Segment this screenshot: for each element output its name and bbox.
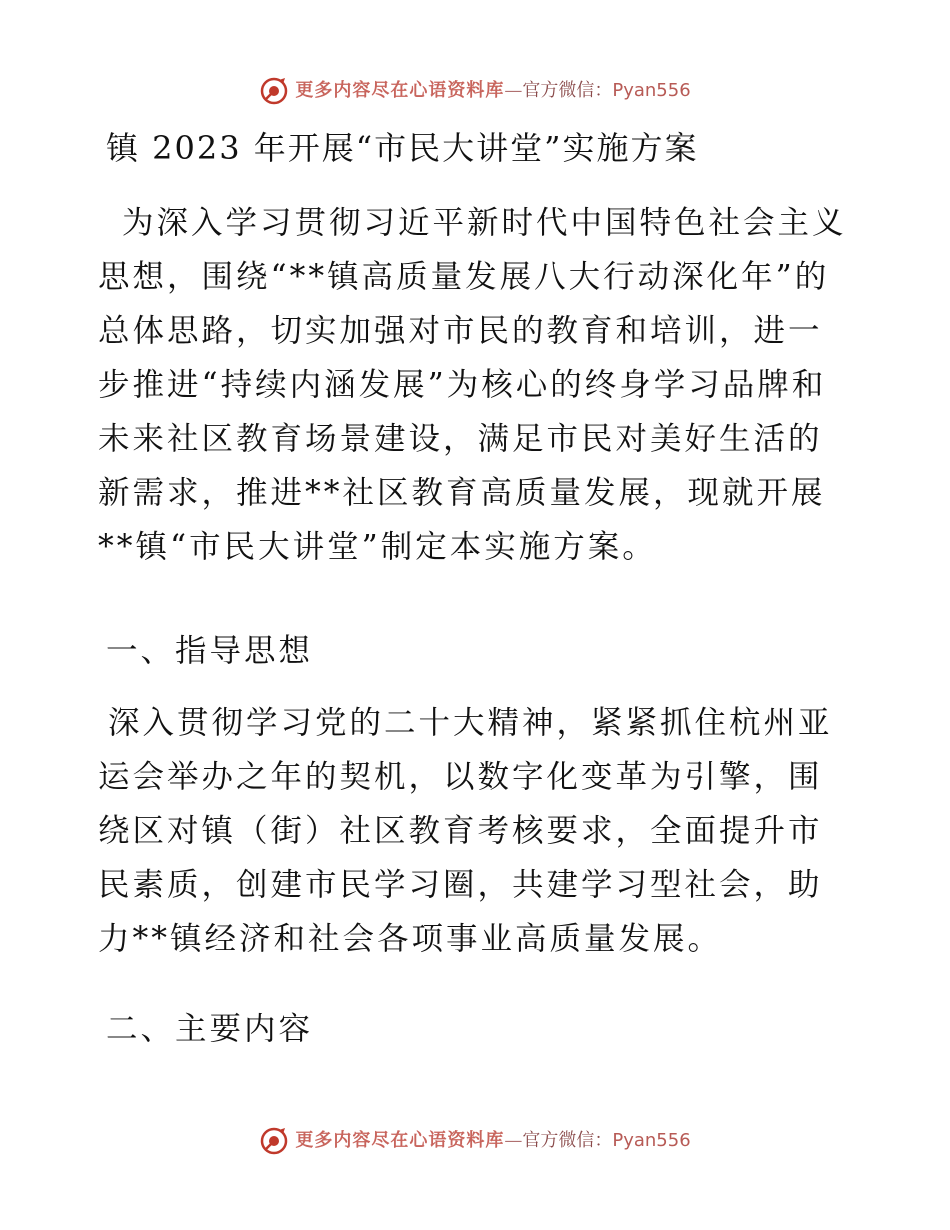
watermark-sub-text: 官方微信： <box>522 1130 613 1151</box>
header-watermark <box>0 76 950 106</box>
document-title: 镇 2023 年开展“市民大讲堂”实施方案 <box>106 129 699 167</box>
footer-watermark <box>0 1126 950 1156</box>
intro-paragraph: 为深入学习贯彻习近平新时代中国特色社会主义思想，围绕“**镇高质量发展八大行动深化年”的总体思路，切实加强对市民的教育和培训，进一步推进“持续内涵发展”为核心的终身学习品牌和未来社区教育场景建设，满足市民对美好生活的新需求，推进**社区教育高质量发展，现就开展**镇“市民大讲堂”制定本实施方案。 <box>98 205 847 565</box>
watermark-dash: — <box>504 80 523 101</box>
brand-logo-icon <box>259 76 289 106</box>
section-heading-main-content: 二、主要内容 <box>106 1011 314 1047</box>
watermark-main-text: 更多内容尽在心语资料库 <box>295 1130 505 1151</box>
watermark-dash: — <box>504 1130 523 1151</box>
watermark-main-text: 更多内容尽在心语资料库 <box>295 80 505 101</box>
brand-logo-icon <box>259 1126 289 1156</box>
watermark-wechat-id: Pyan556 <box>612 80 691 101</box>
section-heading-guiding-ideology: 一、指导思想 <box>106 633 314 669</box>
watermark-sub-text: 官方微信： <box>522 80 613 101</box>
guiding-ideology-paragraph: 深入贯彻学习党的二十大精神，紧紧抓住杭州亚运会举办之年的契机，以数字化变革为引擎，围绕区对镇（街）社区教育考核要求，全面提升市民素质，创建市民学习圈，共建学习型社会，助力**镇经济和社会各项事业高质量发展。 <box>98 705 833 957</box>
watermark-wechat-id: Pyan556 <box>612 1130 691 1151</box>
